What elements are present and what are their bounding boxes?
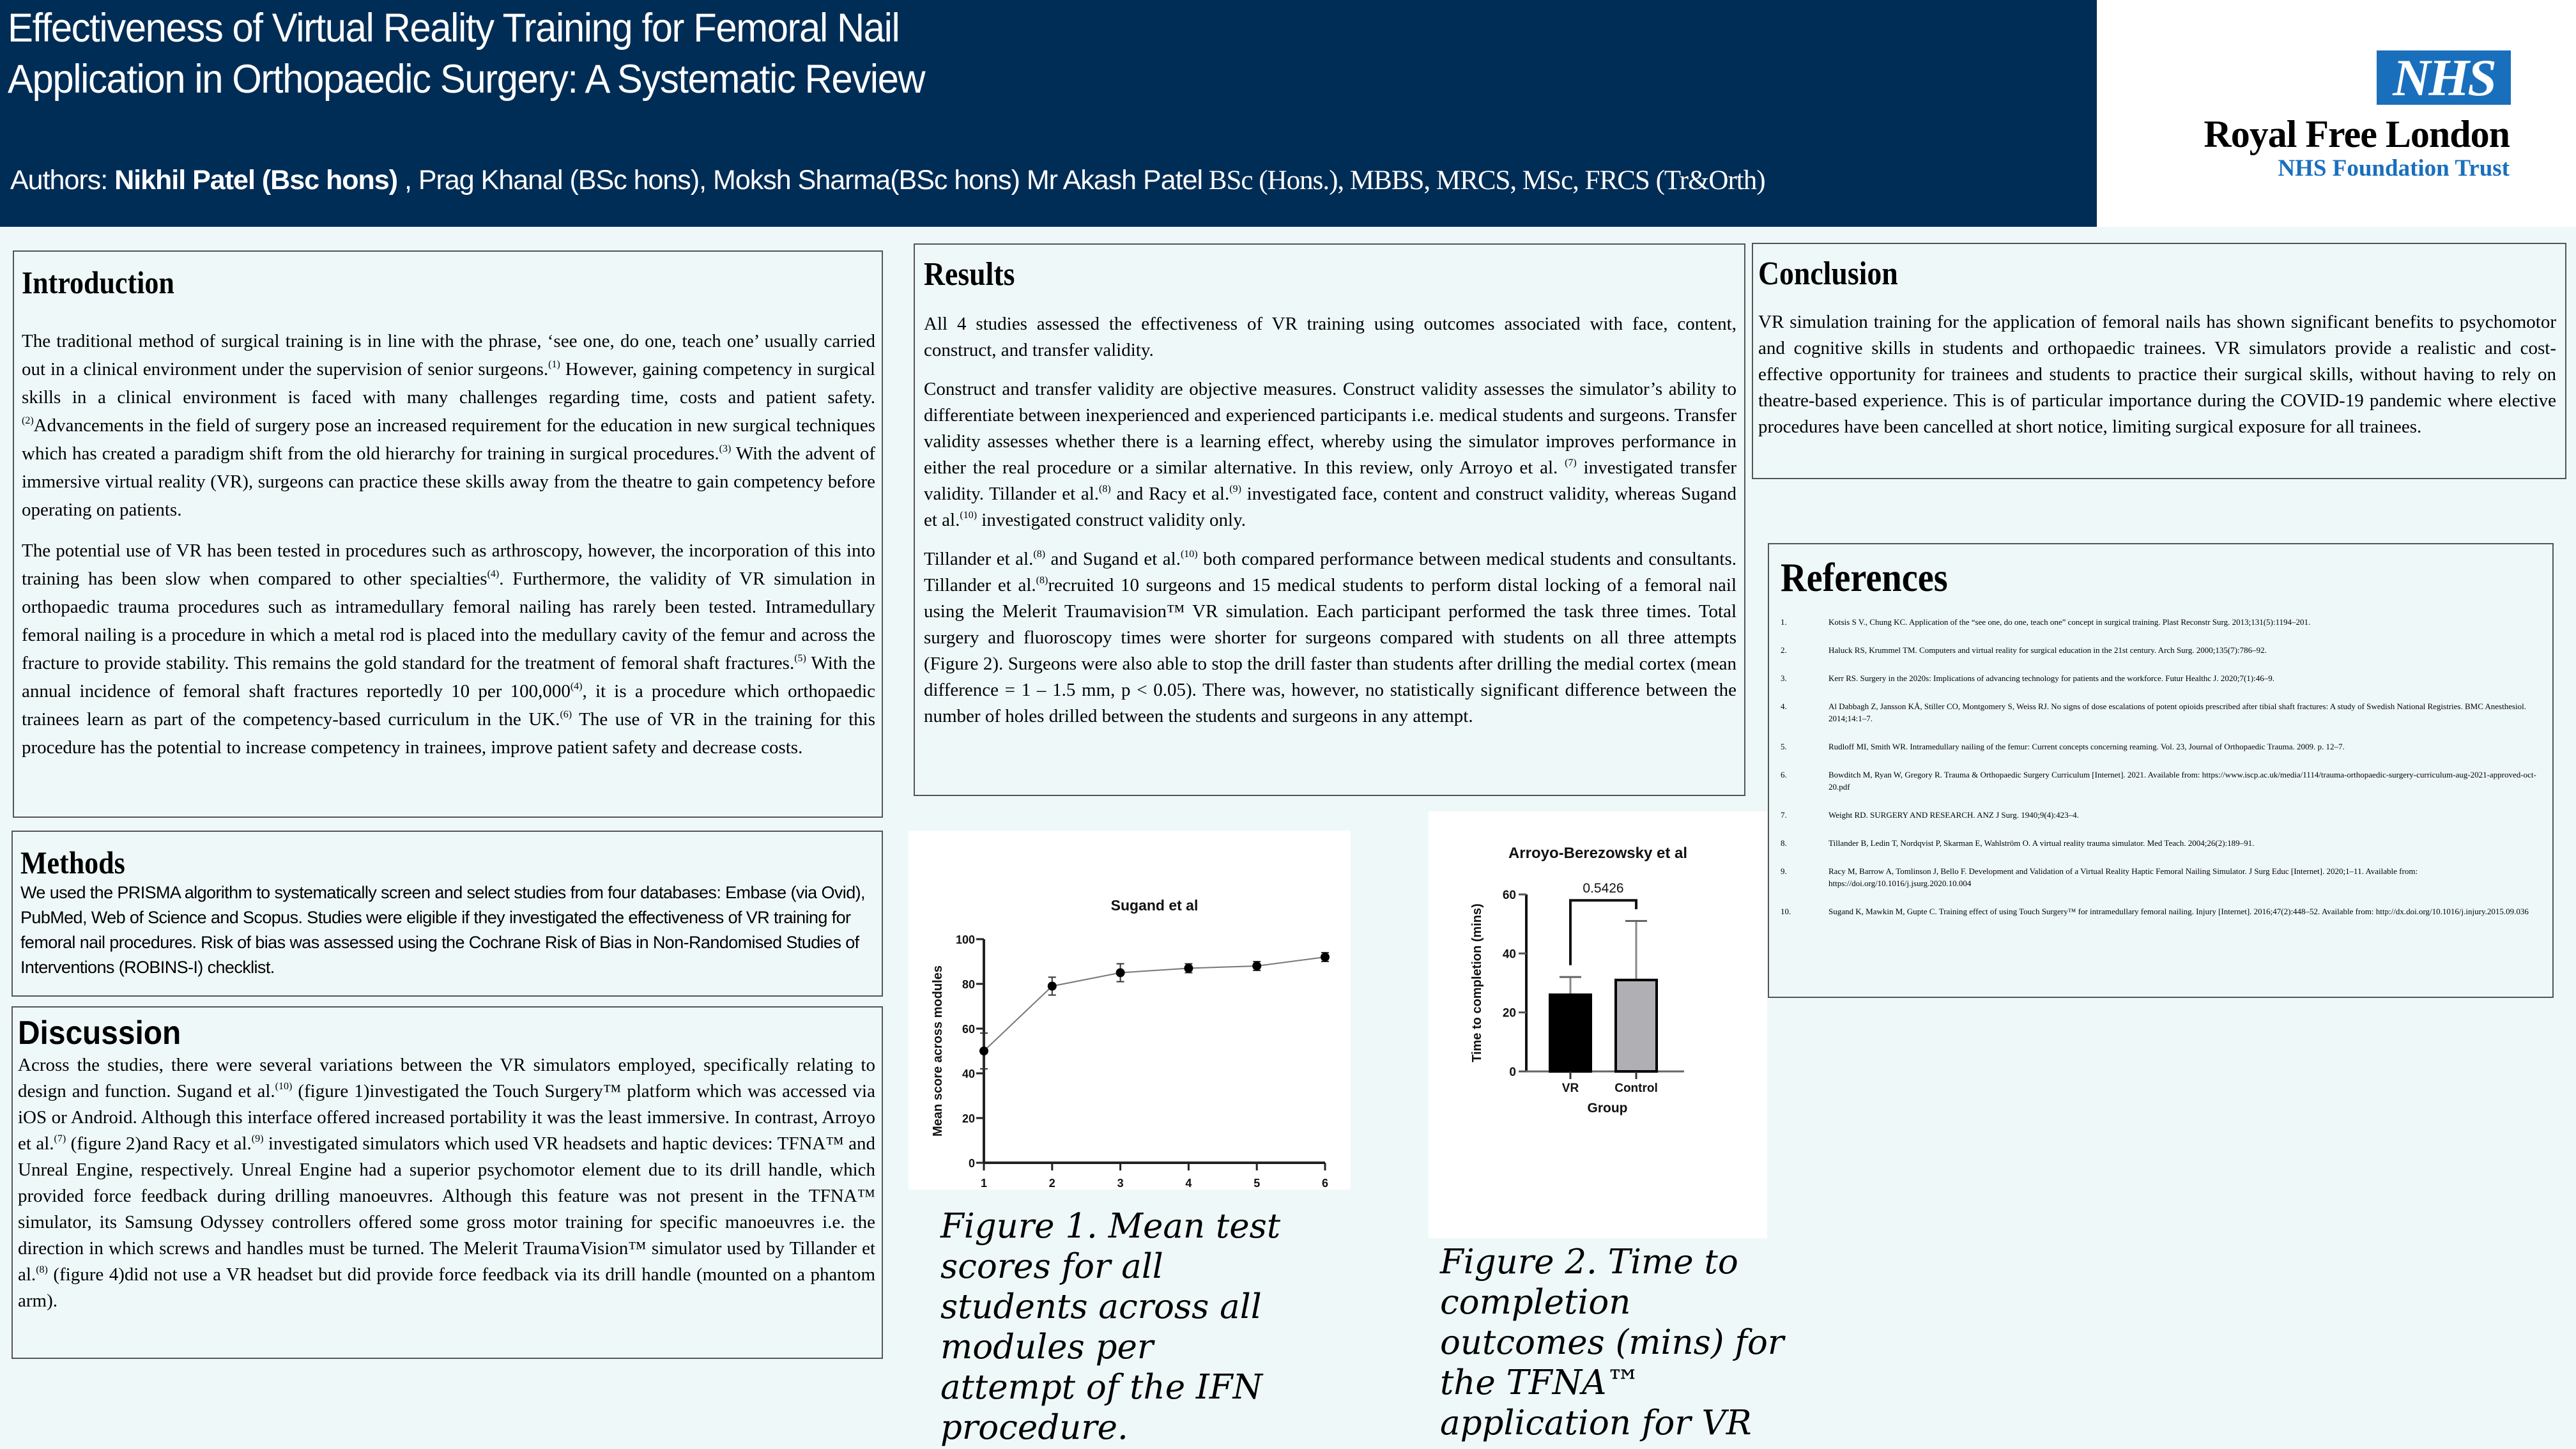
data-point: [1048, 982, 1057, 991]
citation-superscript: (4): [487, 569, 500, 579]
y-tick-label: 60: [1502, 889, 1516, 902]
reference-text: Kotsis S V., Chung KC. Application of the “see one, do one, teach one” concept in surgical training. Plast Reconstr Surg. 2013;131(5):1194–201.: [1828, 617, 2311, 627]
citation-superscript: (1): [548, 359, 560, 370]
y-tick-label: 40: [1502, 947, 1516, 962]
methods-paragraph: [20, 880, 875, 980]
reference-item: [1781, 740, 2545, 753]
y-tick-label: 80: [962, 978, 975, 991]
reference-number: 4.: [1781, 702, 1787, 711]
citation-superscript: (8): [1036, 575, 1048, 586]
reference-item: [1781, 672, 2545, 684]
reference-number: 9.: [1781, 866, 1787, 876]
data-point: [1321, 953, 1330, 962]
y-tick-label: 40: [962, 1068, 975, 1080]
reference-item: [1781, 769, 2545, 793]
reference-item: [1781, 837, 2545, 849]
data-point: [1252, 962, 1261, 970]
introduction-paragraph-1: [22, 327, 875, 524]
reference-text: Racy M, Barrow A, Tomlinson J, Bello F. Development and Validation of a Virtual Reality Haptic Femoral Nailing Simulator. J Surg Educ [Internet]. 2020;1–11. Available from: https://doi.org/10.1016/j.jsurg.2020.10.004: [1828, 866, 2418, 888]
title-line-2: Application in Orthopaedic Surgery: A Systematic Review: [8, 57, 925, 102]
citation-superscript: (5): [794, 653, 806, 664]
text-run: The potential use of VR has been tested in procedures such as arthroscopy, however, the incorporation of this into training has been slow when compared to other specialties: [22, 540, 875, 589]
y-axis-label: Mean score across modules: [931, 965, 945, 1137]
text-run: Across the studies, there were several variations between the VR simulators employed, specifically relating to design and function. Sugand et al.: [18, 1055, 875, 1101]
x-tick-label: 3: [1117, 1177, 1124, 1190]
references-heading: References: [1781, 555, 1948, 600]
text-run: both compared performance between medical students and consultants. Tillander et al.: [924, 549, 1737, 595]
y-axis-label: Time to completion (mins): [1470, 903, 1484, 1062]
text-run: investigated construct validity only.: [977, 510, 1246, 530]
text-run: With the advent of immersive virtual reality (VR), surgeons can practice these skills away from the theatre to gain competency before operating on patients.: [22, 443, 875, 520]
reference-number: 7.: [1781, 810, 1787, 820]
text-run: With the annual incidence of femoral shaft fractures reportedly 10 per 100,000: [22, 653, 875, 702]
y-tick-label: 0: [1509, 1066, 1516, 1079]
authors-middle: , Prag Khanal (BSc hons), Moksh Sharma(BSc hons): [404, 165, 1027, 195]
text-run: recruited 10 surgeons and 15 medical students to perform distal locking of a femoral nail using the Melerit Traumavision™ VR simulation. Each participant performed the task three times. Total surgery and fluoroscopy times were shorter for surgeons compared with students on all three attempts (Figure 2). Surgeons were also able to stop the drill faster than students after drilling the medial cortex (mean difference = 1 – 1.5 mm, p < 0.05). There was, however, no statistically significant difference between the number of holes drilled between the students and surgeons in any attempt.: [924, 575, 1737, 726]
reference-text: Sugand K, Mawkin M, Gupte C. Training effect of using Touch Surgery™ for intramedullary femoral nailing. Injury [Internet]. 2016;47(2):448–52. Available from: http://dx.doi.org/10.1016/j.injury.2015.09.036: [1828, 907, 2529, 916]
text-run: The use of VR in the training for this procedure has the potential to increase competency in trainees, improve patient safety and decrease costs.: [22, 709, 875, 758]
reference-text: Kerr RS. Surgery in the 2020s: Implications of advancing technology for patients and the workforce. Futur Healthc J. 2020;7(1):46–9.: [1828, 673, 2275, 683]
reference-text: Weight RD. SURGERY AND RESEARCH. ANZ J Surg. 1940;9(4):423–4.: [1828, 810, 2079, 820]
reference-text: Bowditch M, Ryan W, Gregory R. Trauma & Orthopaedic Surgery Curriculum [Internet]. 2021. Available from: https://www.iscp.ac.uk/media/1114/trauma-orthopaedic-surgery-curriculum-aug-2021-approved-oct-20.pdf: [1828, 770, 2536, 792]
citation-superscript: (10): [960, 510, 977, 521]
y-tick-label: 100: [955, 933, 975, 946]
bar-vr: [1550, 995, 1591, 1071]
text-run: All 4 studies assessed the effectiveness of VR training using outcomes associated with face, content, construct, and transfer validity.: [924, 314, 1736, 360]
reference-number: 8.: [1781, 838, 1787, 848]
figure-1-chart: [908, 831, 1351, 1190]
methods-panel: [12, 831, 883, 997]
citation-superscript: (3): [719, 443, 732, 454]
reference-list: [1781, 616, 2545, 917]
citation-superscript: (7): [1565, 457, 1577, 468]
reference-number: 10.: [1781, 907, 1791, 916]
discussion-panel: [12, 1006, 883, 1359]
y-tick-label: 20: [1502, 1006, 1516, 1020]
reference-number: 3.: [1781, 673, 1787, 683]
text-run: We used the PRISMA algorithm to systematically screen and select studies from four databases: Embase (via Ovid), PubMed, Web of Science and Scopus. Studies were eligible if they investigated the effectiveness of VR training for femoral nail procedures. Risk of bias was assessed using the Cochrane Risk of Bias in Non-Randomised Studies of Interventions (ROBINS-I) checklist.: [20, 883, 865, 977]
p-value-annotation: 0.5426: [1583, 881, 1624, 896]
results-paragraph-3: [924, 546, 1736, 730]
chart-title: Arroyo-Berezowsky et al: [1508, 845, 1688, 862]
authors-prefix: Authors:: [10, 165, 115, 195]
data-point: [979, 1046, 988, 1055]
author-senior: Mr Akash Patel: [1026, 165, 1203, 195]
figure-1-svg: [908, 831, 1351, 1190]
discussion-paragraph: [18, 1052, 875, 1314]
reference-text: Al Dabbagh Z, Jansson KÅ, Stiller CO, Montgomery S, Weiss RJ. No signs of dose escalations of potent opioids prescribed after tibial shaft fractures: A study of Swedish National Registries. BMC Anesthesiol. 2014;14:1–7.: [1828, 702, 2527, 723]
data-point: [1116, 969, 1125, 977]
figure-2-svg: [1429, 811, 1767, 1238]
x-tick-label: 4: [1185, 1177, 1192, 1190]
citation-superscript: (8): [1033, 549, 1046, 560]
text-run: investigated face, content and construct validity, whereas Sugand et al.: [924, 484, 1736, 530]
x-tick-label: 6: [1321, 1177, 1329, 1190]
reference-number: 6.: [1781, 770, 1787, 779]
reference-text: Tillander B, Ledin T, Nordqvist P, Skarman E, Wahlström O. A virtual reality trauma simulator. Med Teach. 2004;26(2):189–91.: [1828, 838, 2255, 848]
series-line: [984, 957, 1325, 1051]
text-run: (figure 4)did not use a VR headset but did provide force feedback via its drill handle (mounted on a phantom arm).: [18, 1264, 875, 1311]
text-run: Advancements in the field of surgery pose an increased requirement for the education in new surgical techniques which has created a paradigm shift from the old hierarchy for training in surgical procedures.: [22, 415, 875, 464]
text-run: . Furthermore, the validity of VR simulation in orthopaedic trauma procedures such as intramedullary femoral nailing has rarely been tested. Intramedullary femoral nailing is a procedure in which a metal rod is placed into the medullary cavity of the femur and across the fracture to provide stability. This remains the gold standard for the treatment of femoral shaft fractures.: [22, 569, 875, 673]
x-tick-label: 1: [980, 1177, 988, 1190]
results-panel: [914, 243, 1745, 796]
author-senior-qualifications: BSc (Hons.), MBBS, MRCS, MSc, FRCS (Tr&Orth): [1202, 165, 1765, 195]
citation-superscript: (2): [22, 415, 34, 426]
text-run: , it is a procedure which orthopaedic trainees learn as part of the competency-based curriculum in the UK.: [22, 681, 876, 730]
y-tick-label: 60: [962, 1023, 975, 1036]
citation-superscript: (8): [36, 1264, 48, 1275]
references-panel: [1768, 543, 2554, 998]
citation-superscript: (4): [570, 681, 583, 692]
x-axis-label: Group: [1587, 1101, 1628, 1116]
significance-bracket: [1570, 900, 1636, 965]
text-run: VR simulation training for the application of femoral nails has shown significant benefits to psychomotor and cognitive skills in students and orthopaedic trainees. VR simulators provide a realistic and cost-effective opportunity for trainees and students to practice their surgical skills, without having to rely on theatre-based experience. This is of particular importance during the COVID-19 pandemic where elective procedures have been cancelled at short notice, limiting surgical exposure for all trainees.: [1758, 312, 2556, 437]
reference-item: [1781, 865, 2545, 889]
title-line-1: Effectiveness of Virtual Reality Training for Femoral Nail: [8, 6, 900, 50]
x-tick-label: 2: [1048, 1177, 1055, 1190]
text-run: The traditional method of surgical training is in line with the phrase, ‘see one, do one, teach one’ usually carried out in a clinical environment under the supervision of senior surgeons.: [22, 331, 875, 379]
reference-text: Haluck RS, Krummel TM. Computers and virtual reality for surgical education in the 21st century. Arch Surg. 2000;135(7):786–92.: [1828, 645, 2267, 655]
introduction-heading: Introduction: [22, 264, 174, 300]
x-tick-label: 5: [1254, 1177, 1261, 1190]
bar-control: [1616, 980, 1657, 1071]
logo-trust-name: NHS Foundation Trust: [2278, 155, 2510, 181]
authors-line: [10, 165, 1765, 196]
text-run: Construct and transfer validity are objective measures. Construct validity assesses the simulator’s ability to differentiate between inexperienced and experienced participants i.e. medical students and surgeons. Transfer validity assesses whether there is a learning effect, whereby using the simulator improves performance in either the real procedure or a similar alternative. In this review, only Arroyo et al.: [924, 379, 1736, 478]
y-tick-label: 20: [962, 1112, 975, 1125]
introduction-paragraph-2: [22, 537, 875, 762]
citation-superscript: (9): [251, 1133, 264, 1144]
y-tick-label: 0: [968, 1157, 975, 1170]
citation-superscript: (6): [560, 709, 572, 720]
poster-title: [8, 3, 1950, 105]
citation-superscript: (10): [1180, 549, 1198, 560]
introduction-panel: [13, 250, 883, 818]
conclusion-heading: Conclusion: [1758, 256, 1898, 292]
results-paragraph-2: [924, 376, 1736, 533]
reference-item: [1781, 700, 2545, 724]
text-run: and Racy et al.: [1110, 484, 1230, 504]
reference-item: [1781, 644, 2545, 656]
discussion-heading: Discussion: [18, 1015, 181, 1052]
methods-heading: Methods: [20, 845, 125, 880]
figure-2-chart: [1429, 811, 1767, 1238]
logo-organisation-name: Royal Free London: [2204, 113, 2510, 155]
text-run: (figure 1)investigated the Touch Surgery™ platform which was accessed via iOS or Android. Although this interface offered increased portability it was the least immersive. In contrast, Arroyo et al.: [18, 1081, 875, 1154]
results-heading: Results: [924, 256, 1015, 293]
reference-text: Rudloff MI, Smith WR. Intramedullary nailing of the femur: Current concepts concerning reaming. Vol. 23, Journal of Orthopaedic Trauma. 2009. p. 12–7.: [1828, 742, 2345, 751]
author-lead: Nikhil Patel (Bsc hons): [114, 165, 404, 195]
text-run: investigated simulators which used VR headsets and haptic devices: TFNA™ and Unreal Engine, respectively. Unreal Engine had a superior psychomotor element due to its drill handle, which provided force feedback during drilling manoeuvres. Although this feature was not present in the TFNA™ simulator, its Samsung Odyssey controllers offered some gross motor training for specific manoeuvres i.e. the direction in which screws and handles must be turned. The Melerit TraumaVision™ simulator used by Tillander et al.: [18, 1133, 876, 1285]
citation-superscript: (9): [1229, 484, 1241, 494]
text-run: investigated transfer validity. Tillander et al.: [924, 457, 1737, 504]
citation-superscript: (10): [275, 1081, 293, 1092]
data-point: [1184, 964, 1193, 973]
reference-number: 2.: [1781, 645, 1787, 655]
poster-header: [0, 0, 2097, 227]
citation-superscript: (8): [1099, 484, 1111, 494]
reference-number: 1.: [1781, 617, 1787, 627]
citation-superscript: (7): [54, 1133, 66, 1144]
nhs-logo-badge: NHS: [2377, 50, 2511, 105]
text-run: and Sugand et al.: [1045, 549, 1181, 569]
text-run: (figure 2)and Racy et al.: [66, 1133, 252, 1154]
x-tick-label: Control: [1614, 1082, 1658, 1095]
results-paragraph-1: [924, 311, 1736, 364]
figure-1-caption: Figure 1. Mean test scores for all students across all modules per attempt of the IFN procedure.: [940, 1207, 1281, 1447]
figure-2-caption: Figure 2. Time to completion outcomes (mins) for the TFNA™ application for VR: [1440, 1243, 1784, 1443]
text-run: However, gaining competency in surgical skills in a clinical environment is faced with many challenges regarding time, costs and patient safety.: [22, 359, 875, 408]
conclusion-paragraph: [1758, 309, 2556, 440]
reference-item: [1781, 905, 2545, 917]
reference-number: 5.: [1781, 742, 1787, 751]
chart-title: Sugand et al: [1110, 897, 1199, 914]
x-tick-label: VR: [1561, 1082, 1579, 1095]
reference-item: [1781, 616, 2545, 628]
reference-item: [1781, 809, 2545, 821]
conclusion-panel: [1752, 243, 2566, 479]
text-run: Tillander et al.: [924, 549, 1034, 569]
